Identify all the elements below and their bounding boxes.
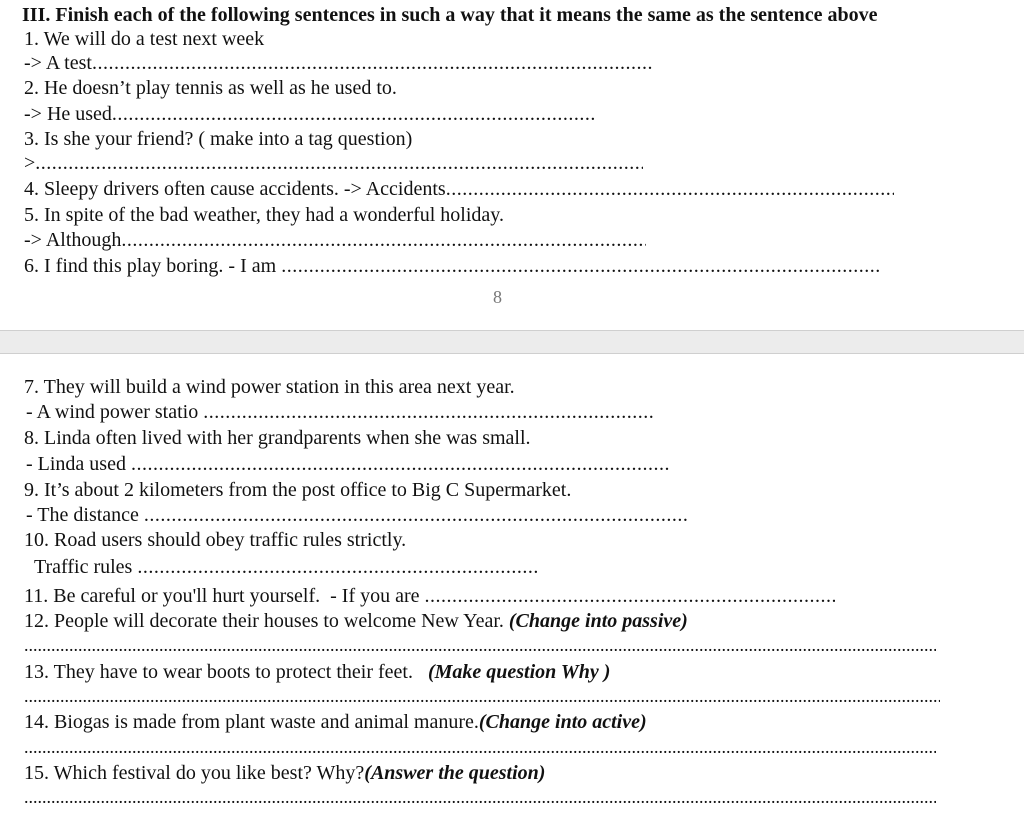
answer-prompt-10: Traffic rules	[34, 556, 133, 578]
question-5: 5. In spite of the bad weather, they had a wonderful holiday.	[24, 204, 504, 226]
page-number: 8	[493, 287, 502, 307]
question-1: 1. We will do a test next week	[24, 28, 265, 50]
answer-prompt-7: - A wind power statio	[26, 401, 199, 423]
answer-dots-3	[35, 152, 643, 174]
answer-dots-9	[144, 504, 689, 526]
answer-prompt-5: -> Although	[24, 229, 122, 251]
answer-prompt-8: - Linda used	[26, 453, 126, 475]
question-11-line	[24, 585, 835, 607]
question-14-line	[24, 711, 647, 733]
question-11: 11. Be careful or you'll hurt yourself.	[24, 585, 321, 607]
question-13-line	[24, 661, 610, 683]
question-13: 13. They have to wear boots to protect their feet.	[24, 661, 413, 683]
answer-prompt-11: - If you are	[330, 585, 420, 607]
question-2: 2. He doesn’t play tennis as well as he used to.	[24, 77, 397, 99]
question-9: 9. It’s about 2 kilometers from the post office to Big C Supermarket.	[24, 479, 572, 501]
question-6: 6. I find this play boring. - I am	[24, 255, 277, 277]
page-bottom	[0, 354, 1024, 814]
answer-dots-1	[92, 52, 652, 74]
answer-dots-13	[24, 687, 940, 705]
question-4-line	[24, 178, 894, 200]
answer-dots-4	[446, 178, 894, 200]
answer-prompt-2: -> He used	[24, 103, 112, 125]
question-14: 14. Biogas is made from plant waste and animal manure.	[24, 711, 479, 733]
question-12: 12. People will decorate their houses to welcome New Year.	[24, 610, 504, 632]
answer-dots-6	[281, 255, 881, 277]
question-12-line	[24, 610, 688, 632]
question-3: 3. Is she your friend? ( make into a tag question)	[24, 128, 413, 150]
answer-line-9	[26, 504, 689, 526]
answer-line-2	[24, 103, 597, 125]
answer-prompt-9: - The distance	[26, 504, 139, 526]
question-4: 4. Sleepy drivers often cause accidents. -> Accidents	[24, 178, 446, 200]
question-15-line	[24, 762, 545, 784]
answer-line-3	[24, 152, 643, 174]
answer-dots-7	[203, 401, 653, 423]
answer-line-10	[34, 556, 537, 578]
answer-dots-8	[131, 453, 671, 475]
page-top	[0, 0, 1024, 330]
answer-dots-11	[425, 585, 835, 607]
answer-dots-12	[24, 636, 936, 654]
question-15: 15. Which festival do you like best? Why?	[24, 762, 365, 784]
question-8: 8. Linda often lived with her grandparents when she was small.	[24, 427, 531, 449]
answer-prompt-1: -> A test	[24, 52, 92, 74]
question-6-line	[24, 255, 881, 277]
section-heading: III. Finish each of the following sentences in such a way that it means the same as the sentence above	[22, 4, 878, 26]
hint-13: (Make question Why )	[427, 661, 611, 683]
answer-line-5	[24, 229, 646, 251]
answer-dots-2	[112, 103, 597, 125]
hint-14: (Change into active)	[478, 711, 647, 733]
answer-dots-5	[121, 229, 646, 251]
answer-prompt-3: >	[24, 152, 36, 174]
answer-dots-15	[24, 788, 936, 806]
answer-dots-10	[137, 556, 537, 578]
answer-line-7	[26, 401, 653, 423]
hint-12: (Change into passive)	[508, 610, 688, 632]
answer-dots-14	[24, 738, 936, 756]
question-7: 7. They will build a wind power station in this area next year.	[24, 376, 515, 398]
answer-line-8	[26, 453, 671, 475]
answer-line-1	[24, 52, 652, 74]
question-10: 10. Road users should obey traffic rules strictly.	[24, 529, 407, 551]
hint-15: (Answer the question)	[364, 762, 546, 784]
page-break	[0, 330, 1024, 354]
